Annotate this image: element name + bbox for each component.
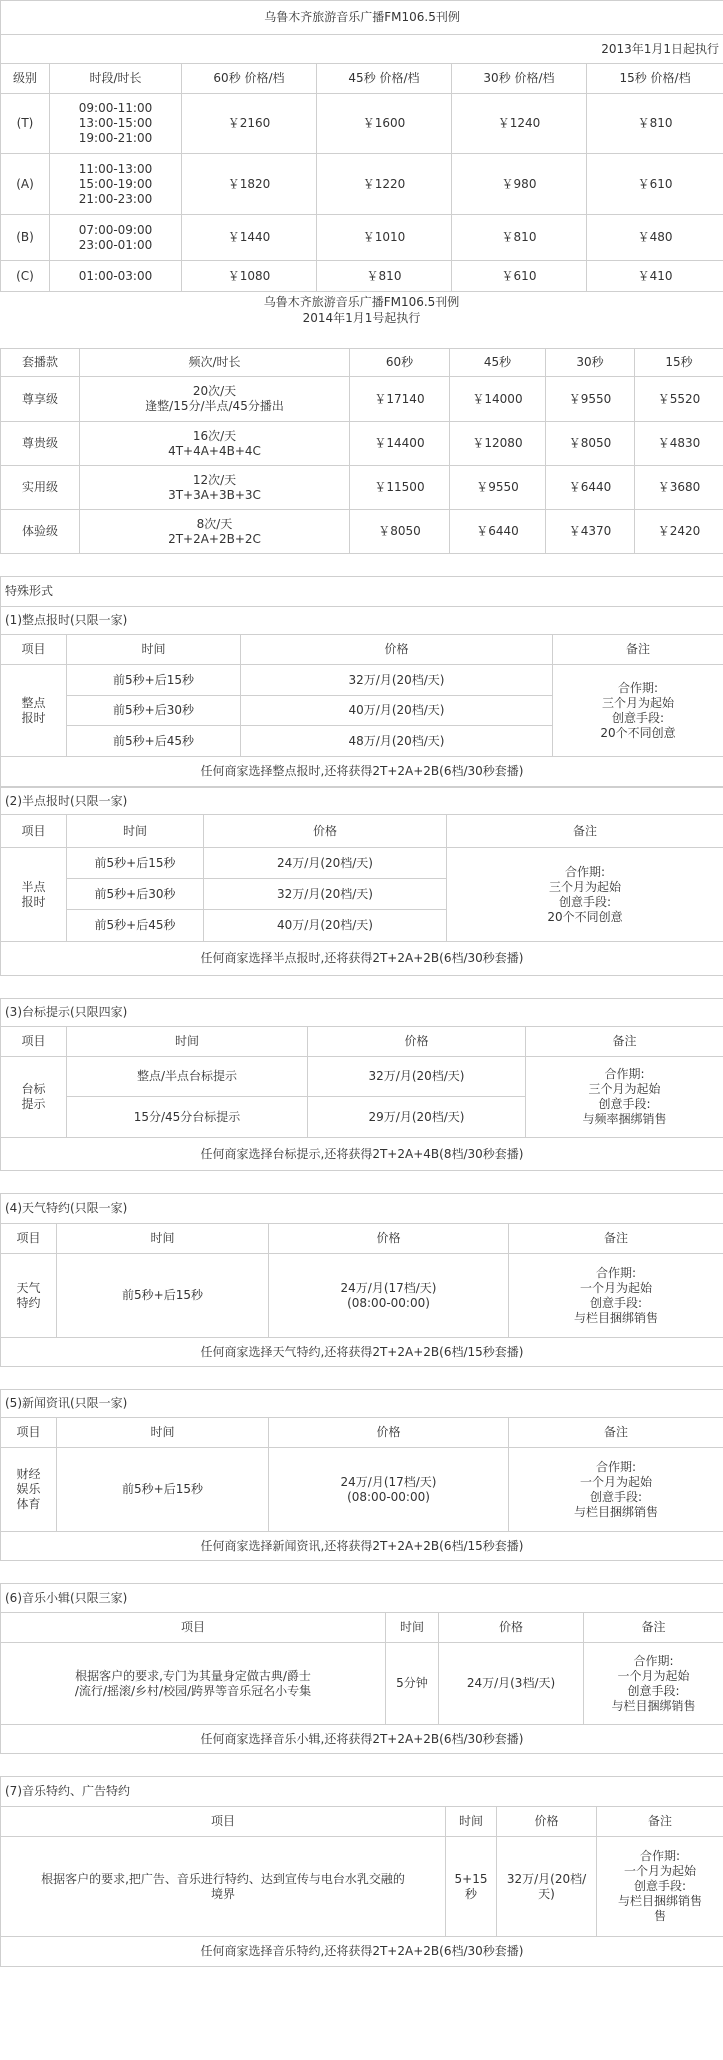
- header-cell: 时间: [67, 1027, 308, 1057]
- header-cell: 备注: [526, 1027, 723, 1057]
- price-cell: ￥1240: [452, 94, 587, 154]
- header-cell: 项目: [1, 635, 67, 665]
- note-cell: 合作期: 一个月为起始 创意手段: 与栏目捆绑销售: [509, 1448, 723, 1532]
- header-cell: 时间: [67, 635, 241, 665]
- rate-2014-table: [0, 348, 723, 554]
- time-cell: 前5秒+后30秒: [67, 879, 204, 910]
- note-cell: 合作期: 三个月为起始 创意手段: 20个不同创意: [553, 665, 723, 757]
- header-cell: 项目: [1, 1807, 446, 1837]
- section-footer: 任何商家选择音乐小辑,还将获得2T+2A+2B(6档/30秒套播): [1, 1725, 723, 1754]
- package-name: 尊享级: [1, 377, 80, 422]
- rate-2014-effective: 2014年1月1号起执行: [302, 311, 421, 325]
- price-cell: ￥1010: [317, 215, 452, 261]
- price-cell: ￥610: [587, 154, 723, 215]
- time-cell: 5+15 秒: [446, 1837, 497, 1937]
- time-cell: 前5秒+后45秒: [67, 726, 241, 757]
- header-cell: 项目: [1, 1613, 386, 1643]
- header-cell: 价格: [497, 1807, 597, 1837]
- price-cell: ￥8050: [350, 510, 450, 554]
- item-cell: 半点 报时: [1, 848, 67, 942]
- table-row: [1, 377, 723, 422]
- price-cell: 24万/月(17档/天) (08:00-00:00): [269, 1448, 509, 1532]
- price-cell: ￥17140: [350, 377, 450, 422]
- table-row: [1, 261, 723, 292]
- header-cell: 45秒: [450, 349, 546, 377]
- price-cell: ￥810: [317, 261, 452, 292]
- price-cell: 24万/月(20档/天): [204, 848, 447, 879]
- price-cell: ￥810: [452, 215, 587, 261]
- price-cell: ￥6440: [546, 466, 635, 510]
- price-cell: 24万/月(3档/天): [439, 1643, 584, 1725]
- header-cell: 15秒 价格/档: [587, 64, 723, 94]
- item-cell: 根据客户的要求,把广告、音乐进行特约、达到宣传与电台水乳交融的 境界: [1, 1837, 446, 1937]
- table-row: [1, 94, 723, 154]
- time-cell: 前5秒+后45秒: [67, 910, 204, 942]
- special-s1-table: [0, 576, 723, 787]
- header-cell: 价格: [308, 1027, 526, 1057]
- section-title: (4)天气特约(只限一家): [1, 1194, 723, 1224]
- header-cell: 时间: [386, 1613, 439, 1643]
- header-cell: 级别: [1, 64, 50, 94]
- section-title: (1)整点报时(只限一家): [1, 607, 723, 635]
- header-cell: 项目: [1, 815, 67, 848]
- special-s6-table: [0, 1583, 723, 1754]
- price-cell: ￥11500: [350, 466, 450, 510]
- price-cell: ￥4830: [635, 422, 723, 466]
- time-cell: 07:00-09:00 23:00-01:00: [50, 215, 182, 261]
- special-s7-table: [0, 1776, 723, 1967]
- special-s4-table: [0, 1193, 723, 1367]
- price-cell: ￥8050: [546, 422, 635, 466]
- frequency-cell: 20次/天 逢整/15分/半点/45分播出: [80, 377, 350, 422]
- special-s3-table: [0, 998, 723, 1171]
- price-cell: ￥810: [587, 94, 723, 154]
- price-cell: ￥1600: [317, 94, 452, 154]
- note-cell: 合作期: 三个月为起始 创意手段: 20个不同创意: [447, 848, 723, 942]
- item-cell: 财经 娱乐 体育: [1, 1448, 57, 1532]
- section-title: (7)音乐特约、广告特约: [1, 1777, 723, 1807]
- table-row: [1, 665, 723, 696]
- price-cell: 32万/月(20档/ 天): [497, 1837, 597, 1937]
- item-cell: 台标 提示: [1, 1057, 67, 1138]
- price-cell: ￥4370: [546, 510, 635, 554]
- price-cell: ￥14000: [450, 377, 546, 422]
- time-cell: 09:00-11:00 13:00-15:00 19:00-21:00: [50, 94, 182, 154]
- time-cell: 01:00-03:00: [50, 261, 182, 292]
- table-row: [1, 1837, 723, 1937]
- header-cell: 15秒: [635, 349, 723, 377]
- price-cell: ￥1080: [182, 261, 317, 292]
- header-cell: 备注: [509, 1418, 723, 1448]
- price-cell: ￥5520: [635, 377, 723, 422]
- item-cell: 根据客户的要求,专门为其量身定做古典/爵士 /流行/摇滚/乡村/校园/跨界等音乐冠名小专集: [1, 1643, 386, 1725]
- price-cell: ￥1820: [182, 154, 317, 215]
- note-cell: 合作期: 一个月为起始 创意手段: 与栏目捆绑销售 售: [597, 1837, 723, 1937]
- header-cell: 时间: [57, 1418, 269, 1448]
- header-cell: 项目: [1, 1224, 57, 1254]
- price-cell: 48万/月(20档/天): [241, 726, 553, 757]
- price-cell: ￥2160: [182, 94, 317, 154]
- note-cell: 合作期: 三个月为起始 创意手段: 与频率捆绑销售: [526, 1057, 723, 1138]
- header-cell: 时间: [67, 815, 204, 848]
- section-footer: 任何商家选择台标提示,还将获得2T+2A+4B(8档/30秒套播): [1, 1138, 723, 1171]
- table-row: [1, 154, 723, 215]
- header-cell: 套播款: [1, 349, 80, 377]
- header-cell: 备注: [509, 1224, 723, 1254]
- section-title: (5)新闻资讯(只限一家): [1, 1390, 723, 1418]
- package-name: 实用级: [1, 466, 80, 510]
- header-cell: 60秒: [350, 349, 450, 377]
- header-cell: 频次/时长: [80, 349, 350, 377]
- header-cell: 备注: [553, 635, 723, 665]
- header-cell: 价格: [269, 1418, 509, 1448]
- special-s5-table: [0, 1389, 723, 1561]
- price-cell: ￥2420: [635, 510, 723, 554]
- header-cell: 备注: [584, 1613, 723, 1643]
- price-cell: ￥480: [587, 215, 723, 261]
- table-row: [1, 466, 723, 510]
- time-cell: 前5秒+后15秒: [67, 665, 241, 696]
- header-cell: 价格: [269, 1224, 509, 1254]
- table-row: [1, 510, 723, 554]
- price-cell: ￥980: [452, 154, 587, 215]
- price-cell: ￥9550: [546, 377, 635, 422]
- table-row: [1, 1254, 723, 1338]
- rate-2014-title: 乌鲁木齐旅游音乐广播FM106.5刊例: [263, 295, 460, 309]
- header-cell: 项目: [1, 1418, 57, 1448]
- package-name: 尊贵级: [1, 422, 80, 466]
- header-cell: 30秒 价格/档: [452, 64, 587, 94]
- price-cell: 32万/月(20档/天): [241, 665, 553, 696]
- time-cell: 5分钟: [386, 1643, 439, 1725]
- section-footer: 任何商家选择音乐特约,还将获得2T+2A+2B(6档/30秒套播): [1, 1937, 723, 1967]
- price-cell: ￥14400: [350, 422, 450, 466]
- price-cell: 40万/月(20档/天): [241, 696, 553, 726]
- time-cell: 11:00-13:00 15:00-19:00 21:00-23:00: [50, 154, 182, 215]
- note-cell: 合作期: 一个月为起始 创意手段: 与栏目捆绑销售: [509, 1254, 723, 1338]
- time-cell: 前5秒+后15秒: [57, 1254, 269, 1338]
- rate-2013-table: [0, 0, 723, 292]
- time-cell: 整点/半点台标提示: [67, 1057, 308, 1097]
- table-row: [1, 215, 723, 261]
- item-cell: 天气 特约: [1, 1254, 57, 1338]
- level-cell: (B): [1, 215, 50, 261]
- price-cell: ￥9550: [450, 466, 546, 510]
- price-cell: 29万/月(20档/天): [308, 1097, 526, 1138]
- frequency-cell: 12次/天 3T+3A+3B+3C: [80, 466, 350, 510]
- header-cell: 时段/时长: [50, 64, 182, 94]
- special-title: 特殊形式: [1, 577, 723, 607]
- price-cell: ￥3680: [635, 466, 723, 510]
- frequency-cell: 8次/天 2T+2A+2B+2C: [80, 510, 350, 554]
- header-cell: 价格: [241, 635, 553, 665]
- section-footer: 任何商家选择整点报时,还将获得2T+2A+2B(6档/30秒套播): [1, 757, 723, 787]
- table-row: [1, 1057, 723, 1097]
- header-cell: 时间: [446, 1807, 497, 1837]
- header-cell: 45秒 价格/档: [317, 64, 452, 94]
- header-cell: 30秒: [546, 349, 635, 377]
- header-cell: 时间: [57, 1224, 269, 1254]
- section-footer: 任何商家选择半点报时,还将获得2T+2A+2B(6档/30秒套播): [1, 942, 723, 976]
- price-cell: ￥410: [587, 261, 723, 292]
- header-cell: 价格: [439, 1613, 584, 1643]
- section-title: (2)半点报时(只限一家): [1, 788, 723, 815]
- price-cell: 40万/月(20档/天): [204, 910, 447, 942]
- level-cell: (T): [1, 94, 50, 154]
- time-cell: 15分/45分台标提示: [67, 1097, 308, 1138]
- table-row: [1, 1448, 723, 1532]
- section-title: (6)音乐小辑(只限三家): [1, 1584, 723, 1613]
- rate-2013-effective: 2013年1月1日起执行: [1, 35, 723, 64]
- header-cell: 备注: [597, 1807, 723, 1837]
- header-cell: 价格: [204, 815, 447, 848]
- table-row: [1, 848, 723, 879]
- price-cell: ￥1220: [317, 154, 452, 215]
- time-cell: 前5秒+后15秒: [67, 848, 204, 879]
- section-footer: 任何商家选择新闻资讯,还将获得2T+2A+2B(6档/15秒套播): [1, 1532, 723, 1561]
- section-title: (3)台标提示(只限四家): [1, 999, 723, 1027]
- package-name: 体验级: [1, 510, 80, 554]
- table-row: [1, 1643, 723, 1725]
- time-cell: 前5秒+后15秒: [57, 1448, 269, 1532]
- note-cell: 合作期: 一个月为起始 创意手段: 与栏目捆绑销售: [584, 1643, 723, 1725]
- item-cell: 整点 报时: [1, 665, 67, 757]
- level-cell: (A): [1, 154, 50, 215]
- time-cell: 前5秒+后30秒: [67, 696, 241, 726]
- price-cell: ￥12080: [450, 422, 546, 466]
- price-cell: ￥6440: [450, 510, 546, 554]
- price-cell: 32万/月(20档/天): [204, 879, 447, 910]
- header-cell: 备注: [447, 815, 723, 848]
- frequency-cell: 16次/天 4T+4A+4B+4C: [80, 422, 350, 466]
- price-cell: ￥610: [452, 261, 587, 292]
- level-cell: (C): [1, 261, 50, 292]
- special-s2-table: [0, 787, 723, 976]
- section-footer: 任何商家选择天气特约,还将获得2T+2A+2B(6档/15秒套播): [1, 1338, 723, 1367]
- price-cell: 32万/月(20档/天): [308, 1057, 526, 1097]
- price-cell: 24万/月(17档/天) (08:00-00:00): [269, 1254, 509, 1338]
- header-cell: 60秒 价格/档: [182, 64, 317, 94]
- header-cell: 项目: [1, 1027, 67, 1057]
- table-row: [1, 422, 723, 466]
- rate-2013-title: 乌鲁木齐旅游音乐广播FM106.5刊例: [1, 1, 723, 35]
- price-cell: ￥1440: [182, 215, 317, 261]
